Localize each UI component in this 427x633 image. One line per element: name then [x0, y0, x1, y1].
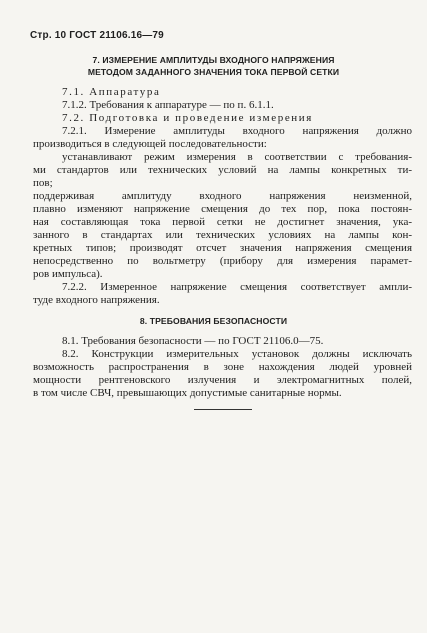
clause-7-1-heading: 7.1. Аппаратура — [62, 86, 161, 98]
clause-7-2-1-line: поддерживая амплитуду входного напряжения неизменной, — [33, 190, 412, 202]
end-rule — [194, 409, 252, 410]
clause-7-2-1-line: ная составляющая тока первой сетки не достигнет значения, ука- — [33, 216, 412, 228]
section-7-title-line-2: МЕТОДОМ ЗАДАННОГО ЗНАЧЕНИЯ ТОКА ПЕРВОЙ СЕТКИ — [87, 67, 340, 77]
clause-8-2-line: в том числе СВЧ, превышающих допустимые санитарные нормы. — [33, 387, 342, 399]
section-7-title-line-1: 7. ИЗМЕРЕНИЕ АМПЛИТУДЫ ВХОДНОГО НАПРЯЖЕНИЯ — [92, 55, 335, 65]
clause-7-2-2-line: 7.2.2. Измеренное напряжение смещения соответствует ампли- — [62, 281, 412, 293]
clause-8-1: 8.1. Требования безопасности — по ГОСТ 21106.0—75. — [62, 335, 324, 347]
clause-8-2-line: 8.2. Конструкции измерительных установок должны исключать — [62, 348, 412, 360]
page-header: Стр. 10 ГОСТ 21106.16—79 — [30, 30, 164, 41]
clause-7-2-1-line: кретных типов; производят отсчет значения напряжения смещения — [33, 242, 412, 254]
clause-7-2-1-line: непосредственно по вольтметру (прибору для измерения парамет- — [33, 255, 412, 267]
clause-7-2-1-line: производиться в следующей последовательности: — [33, 138, 267, 150]
clause-7-2-1-line: устанавливают режим измерения в соответствии с требования- — [62, 151, 412, 163]
clause-7-2-heading: 7.2. Подготовка и проведение измерения — [62, 112, 313, 124]
clause-7-2-1-line: 7.2.1. Измерение амплитуды входного напряжения должно — [62, 125, 412, 137]
section-8-title: 8. ТРЕБОВАНИЯ БЕЗОПАСНОСТИ — [139, 316, 288, 326]
clause-7-2-1-line: плавно изменяют напряжение смещения до тех пор, пока постоян- — [33, 203, 412, 215]
clause-7-2-2-line: туде входного напряжения. — [33, 294, 160, 306]
clause-7-2-1-line: пов; — [33, 177, 53, 189]
clause-7-1-2: 7.1.2. Требования к аппаратуре — по п. 6.1.1. — [62, 99, 274, 111]
clause-8-2-line: возможность распространения в зоне нахождения людей уровней — [33, 361, 412, 373]
clause-8-2-line: мощности рентгеновского излучения и электромагнитных полей, — [33, 374, 412, 386]
clause-7-2-1-line: ми стандартов или технических условий на лампы конкретных ти- — [33, 164, 412, 176]
clause-7-2-1-line: ров импульса). — [33, 268, 103, 280]
clause-7-2-1-line: занного в стандартах или технических условиях на лампы кон- — [33, 229, 412, 241]
